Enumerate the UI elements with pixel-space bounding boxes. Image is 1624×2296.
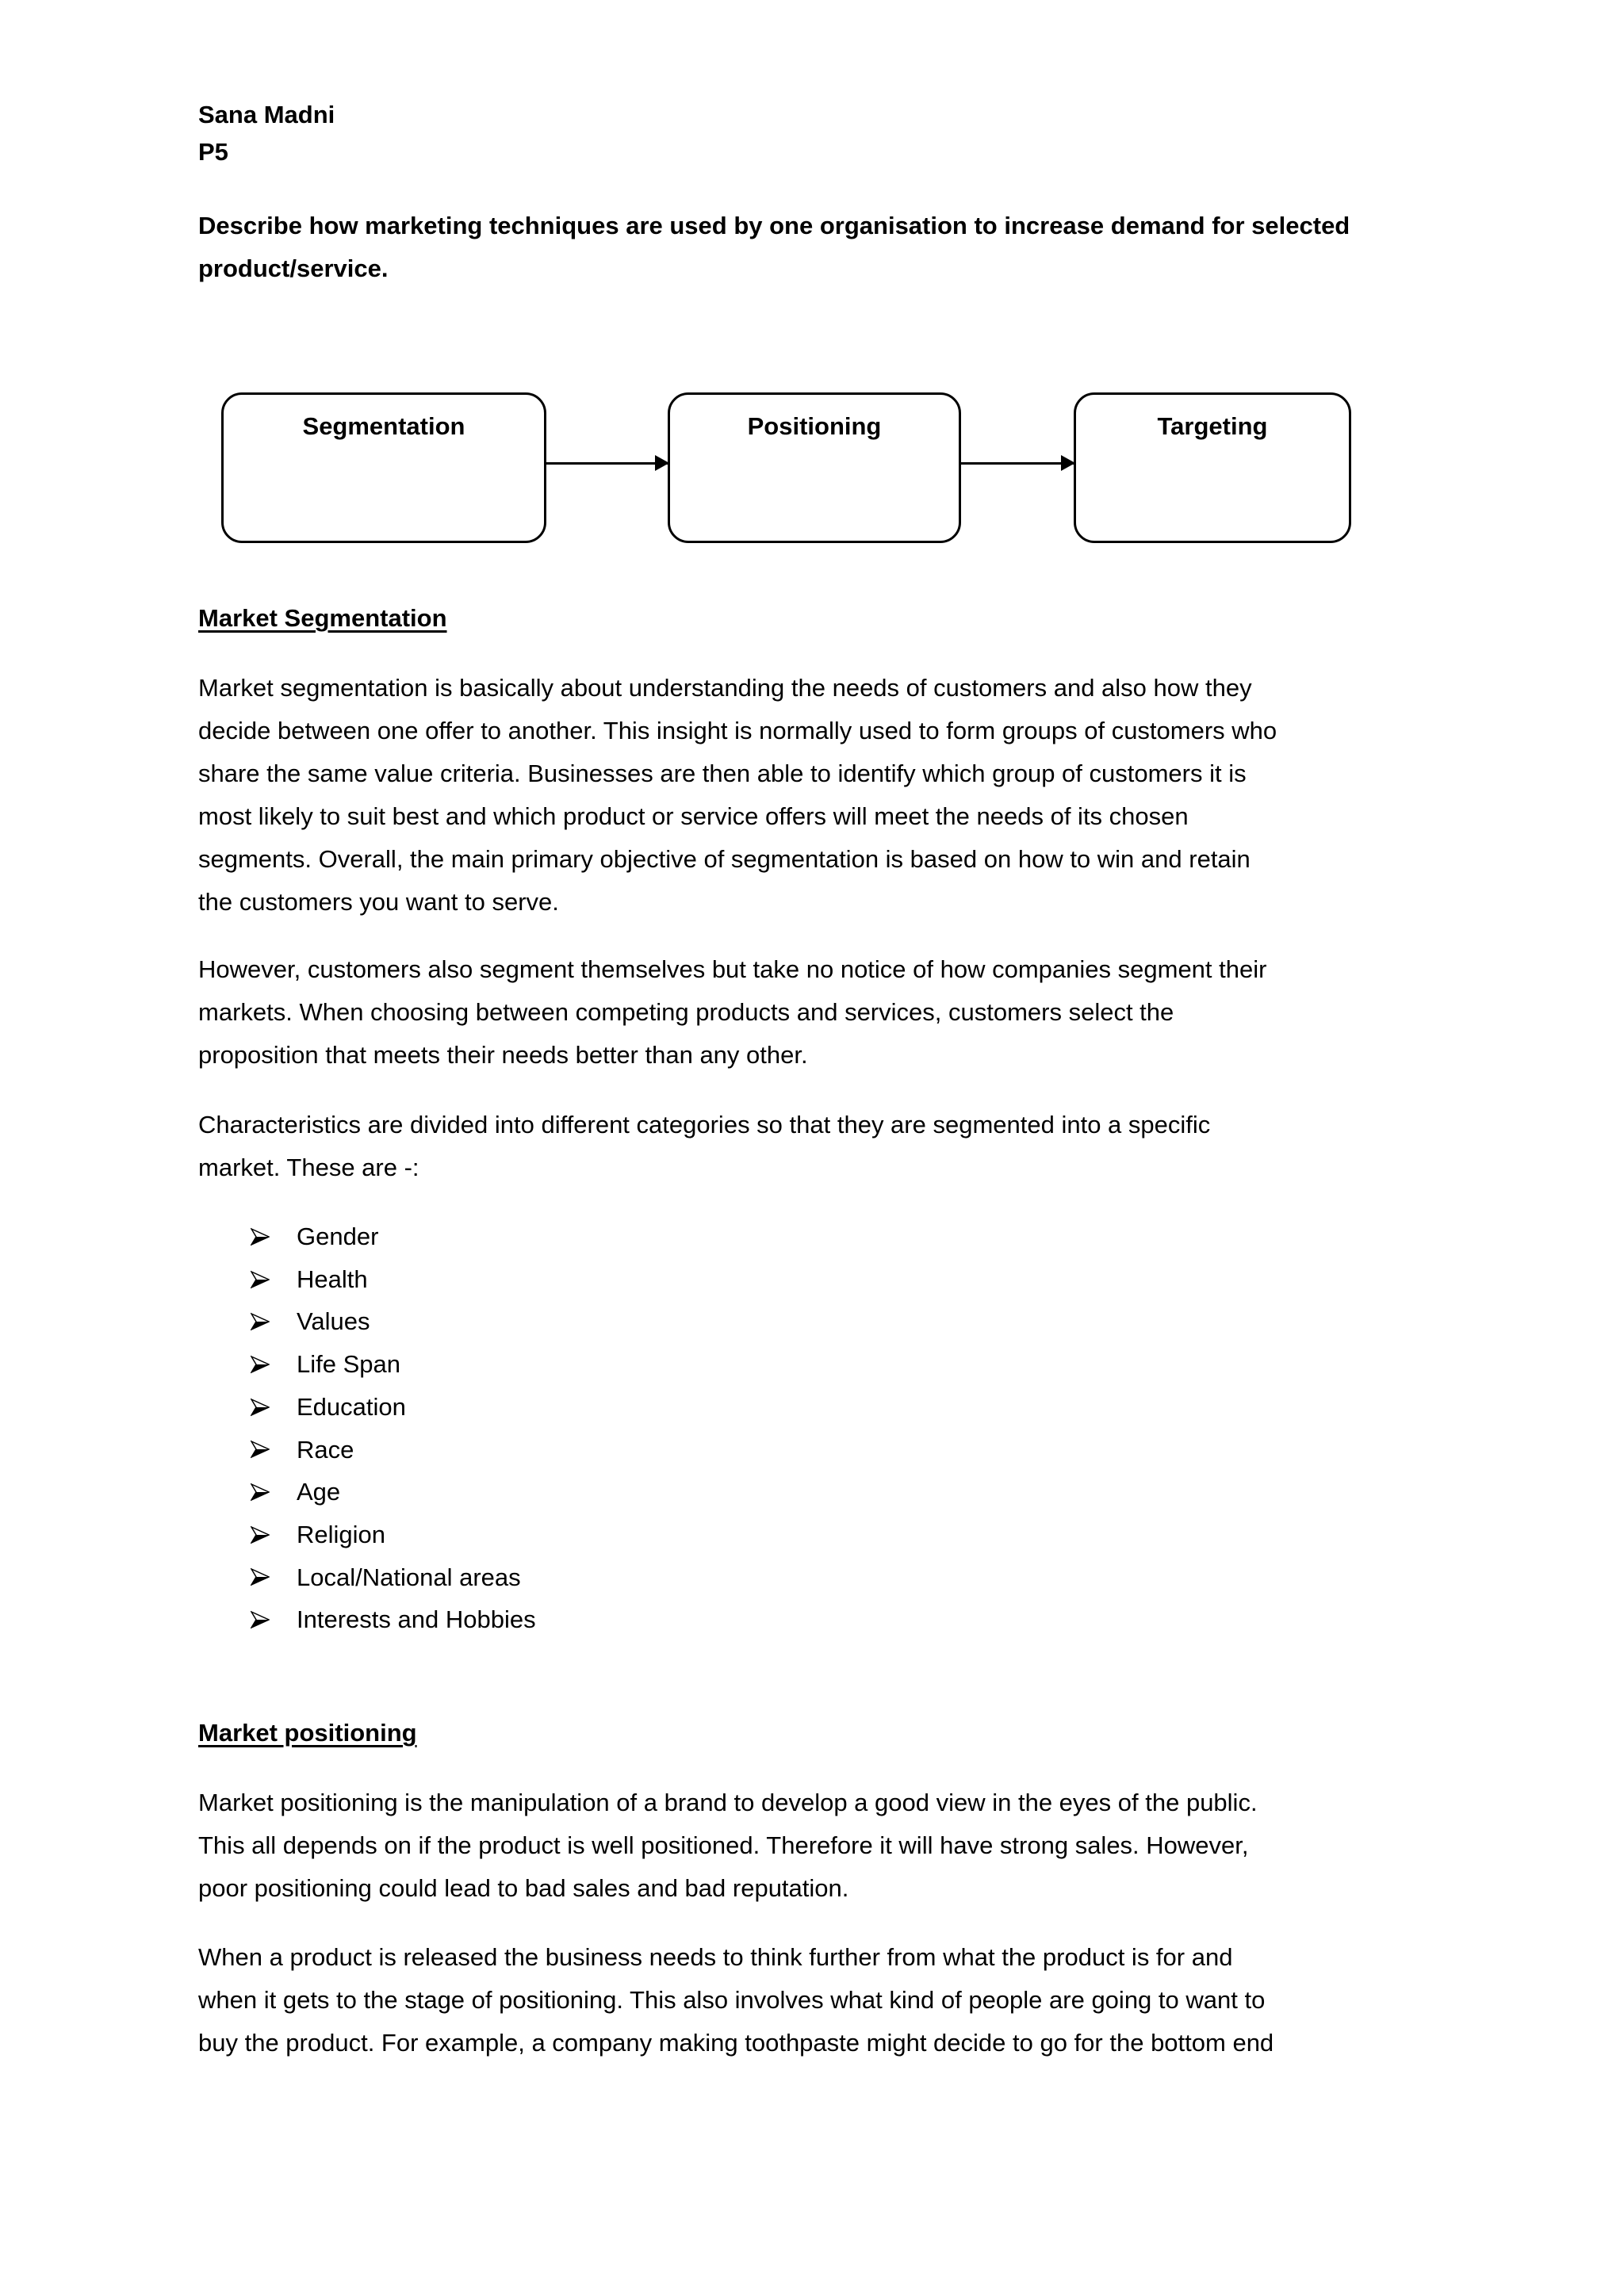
diagram-label: Targeting — [1157, 412, 1268, 440]
arrow-bullet-icon — [251, 1312, 297, 1331]
section-heading-segmentation: Market Segmentation — [198, 604, 447, 632]
list-item-label: Values — [297, 1307, 370, 1336]
list-item — [251, 1429, 536, 1471]
list-item-label: Life Span — [297, 1350, 400, 1379]
list-item-label: Interests and Hobbies — [297, 1605, 536, 1634]
list-item — [251, 1386, 536, 1429]
list-item-label: Age — [297, 1478, 341, 1506]
list-item — [251, 1513, 536, 1556]
text-line: buy the product. For example, a company making toothpaste might decide to go for the bottom end — [198, 2029, 1274, 2057]
diagram-box-targeting — [1074, 392, 1351, 543]
text-line: Market positioning is the manipulation of a brand to develop a good view in the eyes of the public. — [198, 1789, 1258, 1816]
text-line: market. These are -: — [198, 1154, 419, 1181]
question-line: product/service. — [198, 254, 389, 282]
arrow-bullet-icon — [251, 1567, 297, 1586]
list-item-label: Gender — [297, 1223, 379, 1250]
diagram-box-positioning — [668, 392, 961, 543]
positioning-paragraph-2 — [198, 1936, 1274, 2064]
list-item — [251, 1300, 536, 1343]
arrow-right-icon — [961, 462, 1074, 465]
arrow-bullet-icon — [251, 1398, 297, 1417]
text-line: This all depends on if the product is well positioned. Therefore it will have strong sales. However, — [198, 1831, 1249, 1859]
text-line: However, customers also segment themselves but take no notice of how companies segment their — [198, 955, 1267, 983]
text-line: decide between one offer to another. This insight is normally used to form groups of customers who — [198, 717, 1277, 744]
text-line: poor positioning could lead to bad sales and bad reputation. — [198, 1874, 849, 1902]
text-line: Characteristics are divided into different categories so that they are segmented into a specific — [198, 1111, 1211, 1138]
text-line: segments. Overall, the main primary objective of segmentation is based on how to win and retain — [198, 845, 1251, 873]
list-item-label: Race — [297, 1435, 354, 1464]
section-heading-positioning: Market positioning — [198, 1719, 417, 1747]
list-item — [251, 1471, 536, 1513]
list-item-label: Health — [297, 1265, 368, 1293]
arrow-bullet-icon — [251, 1440, 297, 1459]
text-line: the customers you want to serve. — [198, 888, 559, 916]
author-block — [198, 94, 335, 174]
diagram-label: Positioning — [747, 412, 882, 440]
assignment-code: P5 — [198, 138, 228, 166]
arrow-right-icon — [546, 462, 668, 465]
arrow-bullet-icon — [251, 1355, 297, 1374]
arrow-bullet-icon — [251, 1483, 297, 1502]
list-item — [251, 1598, 536, 1641]
arrow-bullet-icon — [251, 1610, 297, 1629]
text-line: Market segmentation is basically about understanding the needs of customers and also how they — [198, 674, 1252, 702]
text-line: most likely to suit best and which product or service offers will meet the needs of its chosen — [198, 802, 1189, 830]
text-line: When a product is released the business needs to think further from what the product is for and — [198, 1943, 1233, 1971]
arrow-bullet-icon — [251, 1525, 297, 1544]
list-item-label: Religion — [297, 1520, 386, 1548]
list-item — [251, 1258, 536, 1301]
characteristics-list — [251, 1215, 536, 1641]
question — [198, 205, 1350, 290]
list-item — [251, 1556, 536, 1599]
list-item-label: Education — [297, 1392, 406, 1421]
text-line: proposition that meets their needs better than any other. — [198, 1041, 808, 1069]
diagram-box-segmentation — [221, 392, 546, 543]
positioning-paragraph-1 — [198, 1781, 1258, 1910]
list-item — [251, 1343, 536, 1386]
text-line: when it gets to the stage of positioning. This also involves what kind of people are going to want to — [198, 1986, 1266, 2014]
segmentation-paragraph-1 — [198, 667, 1277, 924]
text-line: markets. When choosing between competing products and services, customers select the — [198, 998, 1174, 1026]
segmentation-paragraph-2 — [198, 948, 1266, 1077]
list-item-label: Local/National areas — [297, 1563, 521, 1591]
list-item — [251, 1215, 536, 1258]
arrow-bullet-icon — [251, 1270, 297, 1289]
question-line: Describe how marketing techniques are used by one organisation to increase demand for selected — [198, 212, 1350, 239]
segmentation-paragraph-3 — [198, 1104, 1210, 1189]
arrow-bullet-icon — [251, 1227, 297, 1246]
text-line: share the same value criteria. Businesses are then able to identify which group of customers it is — [198, 760, 1247, 787]
author-name: Sana Madni — [198, 101, 335, 128]
diagram-label: Segmentation — [302, 412, 465, 440]
